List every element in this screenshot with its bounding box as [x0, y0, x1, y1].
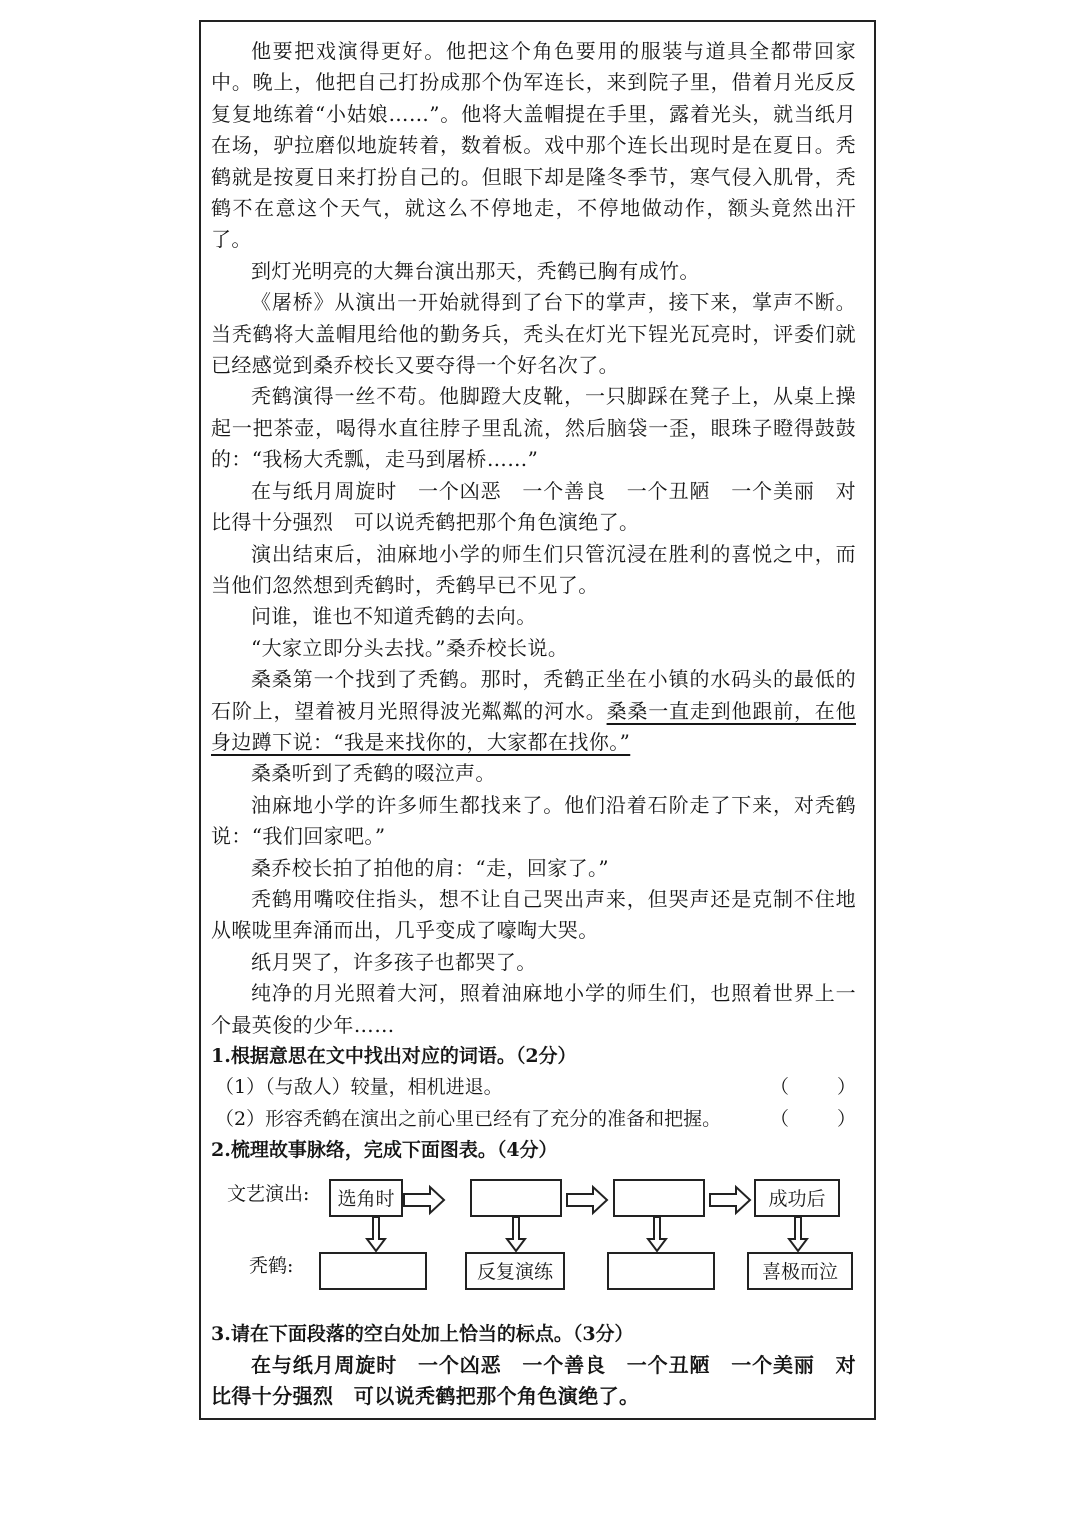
flow-box-blank-2[interactable] [613, 1179, 705, 1217]
passage-paragraph-3: 《屠桥》从演出一开始就得到了台下的掌声，接下来，掌声不断。当秃鹤将大盖帽甩给他的勤务兵，秃头在灯光下锃光瓦亮时，评委们就已经感觉到桑乔校长又要夺得一个好名次了。 [211, 290, 856, 378]
passage-paragraph-5: 在与纸月周旋时 一个凶恶 一个善良 一个丑陋 一个美丽 对比得十分强烈 可以说秃鹤把那个角色演绝了。 [211, 478, 856, 535]
flow-box-rehearsal: 反复演练 [465, 1252, 565, 1290]
passage-paragraph-7: 问谁，谁也不知道秃鹤的去向。 [251, 604, 537, 629]
question-3-paragraph: 在与纸月周旋时 一个凶恶 一个善良 一个丑陋 一个美丽 对比得十分强烈 可以说秃鹤把那个角色演绝了。 [211, 1353, 856, 1409]
question-1-item-1-text: （1）（与敌人）较量，相机进退。 [215, 1076, 503, 1099]
passage-paragraph-6: 演出结束后，油麻地小学的师生们只管沉浸在胜利的喜悦之中，而当他们忽然想到秃鹤时，秃鹤早已不见了。 [211, 541, 856, 597]
question-1-item-2 [211, 1104, 856, 1135]
answer-blank-2[interactable] [770, 1104, 856, 1135]
underlined-sentence: 桑桑一直走到他跟前，在他身边蹲下说：“我是来找你的，大家都在找你。” [211, 698, 856, 754]
answer-blank-2-close: ） [836, 1107, 856, 1130]
question-1-title: 1.根据意思在文中找出对应的词语。（2分） [211, 1045, 577, 1067]
arrow-down-1 [367, 1217, 385, 1251]
arrow-right-3 [710, 1187, 750, 1213]
arrow-down-3 [648, 1217, 666, 1251]
arrow-down-2 [507, 1217, 525, 1251]
flow-box-success: 成功后 [754, 1179, 840, 1217]
arrow-right-2 [567, 1187, 607, 1213]
passage-paragraph-4: 秃鹤演得一丝不苟。他脚蹬大皮靴，一只脚踩在凳子上，从桌上操起一把茶壶，喝得水直往脖子里乱流，然后脑袋一歪，眼珠子瞪得鼓鼓的：“我杨大秃瓢，走马到屠桥……” [211, 384, 856, 472]
passage-paragraph-1: 他要把戏演得更好。他把这个角色要用的服装与道具全都带回家中。晚上，他把自己打扮成那个伪军连长，来到院子里，借着月光反反复复地练着“小姑娘……”。他将大盖帽提在手里，露着光头，就当纸月在场，驴拉磨似地旋转着，数着板。戏中那个连长出现时是在夏日。秃鹤就是按夏日来打扮自己的。但眼下却是隆冬季节，寒气侵入肌骨，秃鹤不在意这个天气，就这么不停地走，不停地做动作，额头竟然出汗了。 [211, 39, 856, 252]
question-1-item-2-text: （2）形容秃鹤在演出之前心里已经有了充分的准备和把握。 [215, 1107, 722, 1130]
flow-box-blank-4[interactable] [607, 1252, 715, 1290]
passage-paragraph-15: 纯净的月光照着大河，照着油麻地小学的师生们，也照着世界上一个最英俊的少年…… [211, 981, 856, 1037]
answer-blank-1-open: （ [770, 1076, 790, 1099]
passage-paragraph-9-text: 桑桑第一个找到了秃鹤。那时，秃鹤正坐在小镇的水码头的最低的石阶上，望着被月光照得波光粼粼的河水。 [211, 667, 856, 723]
passage-paragraph-8: “大家立即分头去找。”桑乔校长说。 [251, 635, 569, 660]
answer-blank-2-open: （ [770, 1107, 790, 1130]
story-flow-diagram [211, 1169, 856, 1319]
passage-paragraph-14: 纸月哭了，许多孩子也都哭了。 [251, 949, 537, 974]
answer-blank-1-close: ） [836, 1076, 856, 1099]
flow-box-blank-1[interactable] [470, 1179, 562, 1217]
question-3-title: 3.请在下面段落的空白处加上恰当的标点。（3分） [211, 1322, 634, 1345]
arrow-down-4 [789, 1217, 807, 1251]
flow-box-tears-of-joy: 喜极而泣 [747, 1252, 853, 1290]
passage-paragraph-13: 秃鹤用嘴咬住指头，想不让自己哭出声来，但哭声还是克制不住地从喉咙里奔涌而出，几乎变成了嚎啕大哭。 [211, 886, 856, 943]
passage-paragraph-9 [211, 664, 856, 758]
passage-paragraph-11: 油麻地小学的许多师生都找来了。他们沿着石阶走了下来，对秃鹤说：“我们回家吧。” [211, 792, 856, 849]
arrow-right-1 [404, 1187, 444, 1213]
question-1-item-1 [211, 1072, 856, 1103]
passage-paragraph-12: 桑乔校长拍了拍他的肩：“走，回家了。” [251, 855, 610, 880]
row-label-performance: 文艺演出: [227, 1182, 310, 1205]
row-label-tuhe: 秃鹤: [249, 1254, 294, 1277]
passage-paragraph-10: 桑桑听到了秃鹤的啜泣声。 [251, 761, 496, 786]
flow-box-blank-3[interactable] [319, 1252, 427, 1290]
worksheet-frame [199, 20, 876, 1420]
passage-paragraph-2: 到灯光明亮的大舞台演出那天，秃鹤已胸有成竹。 [251, 258, 700, 283]
worksheet-content [211, 36, 856, 1413]
answer-blank-1[interactable] [770, 1072, 856, 1103]
question-2-title: 2.梳理故事脉络，完成下面图表。（4分） [211, 1139, 558, 1162]
flow-box-casting: 选角时 [329, 1179, 403, 1217]
